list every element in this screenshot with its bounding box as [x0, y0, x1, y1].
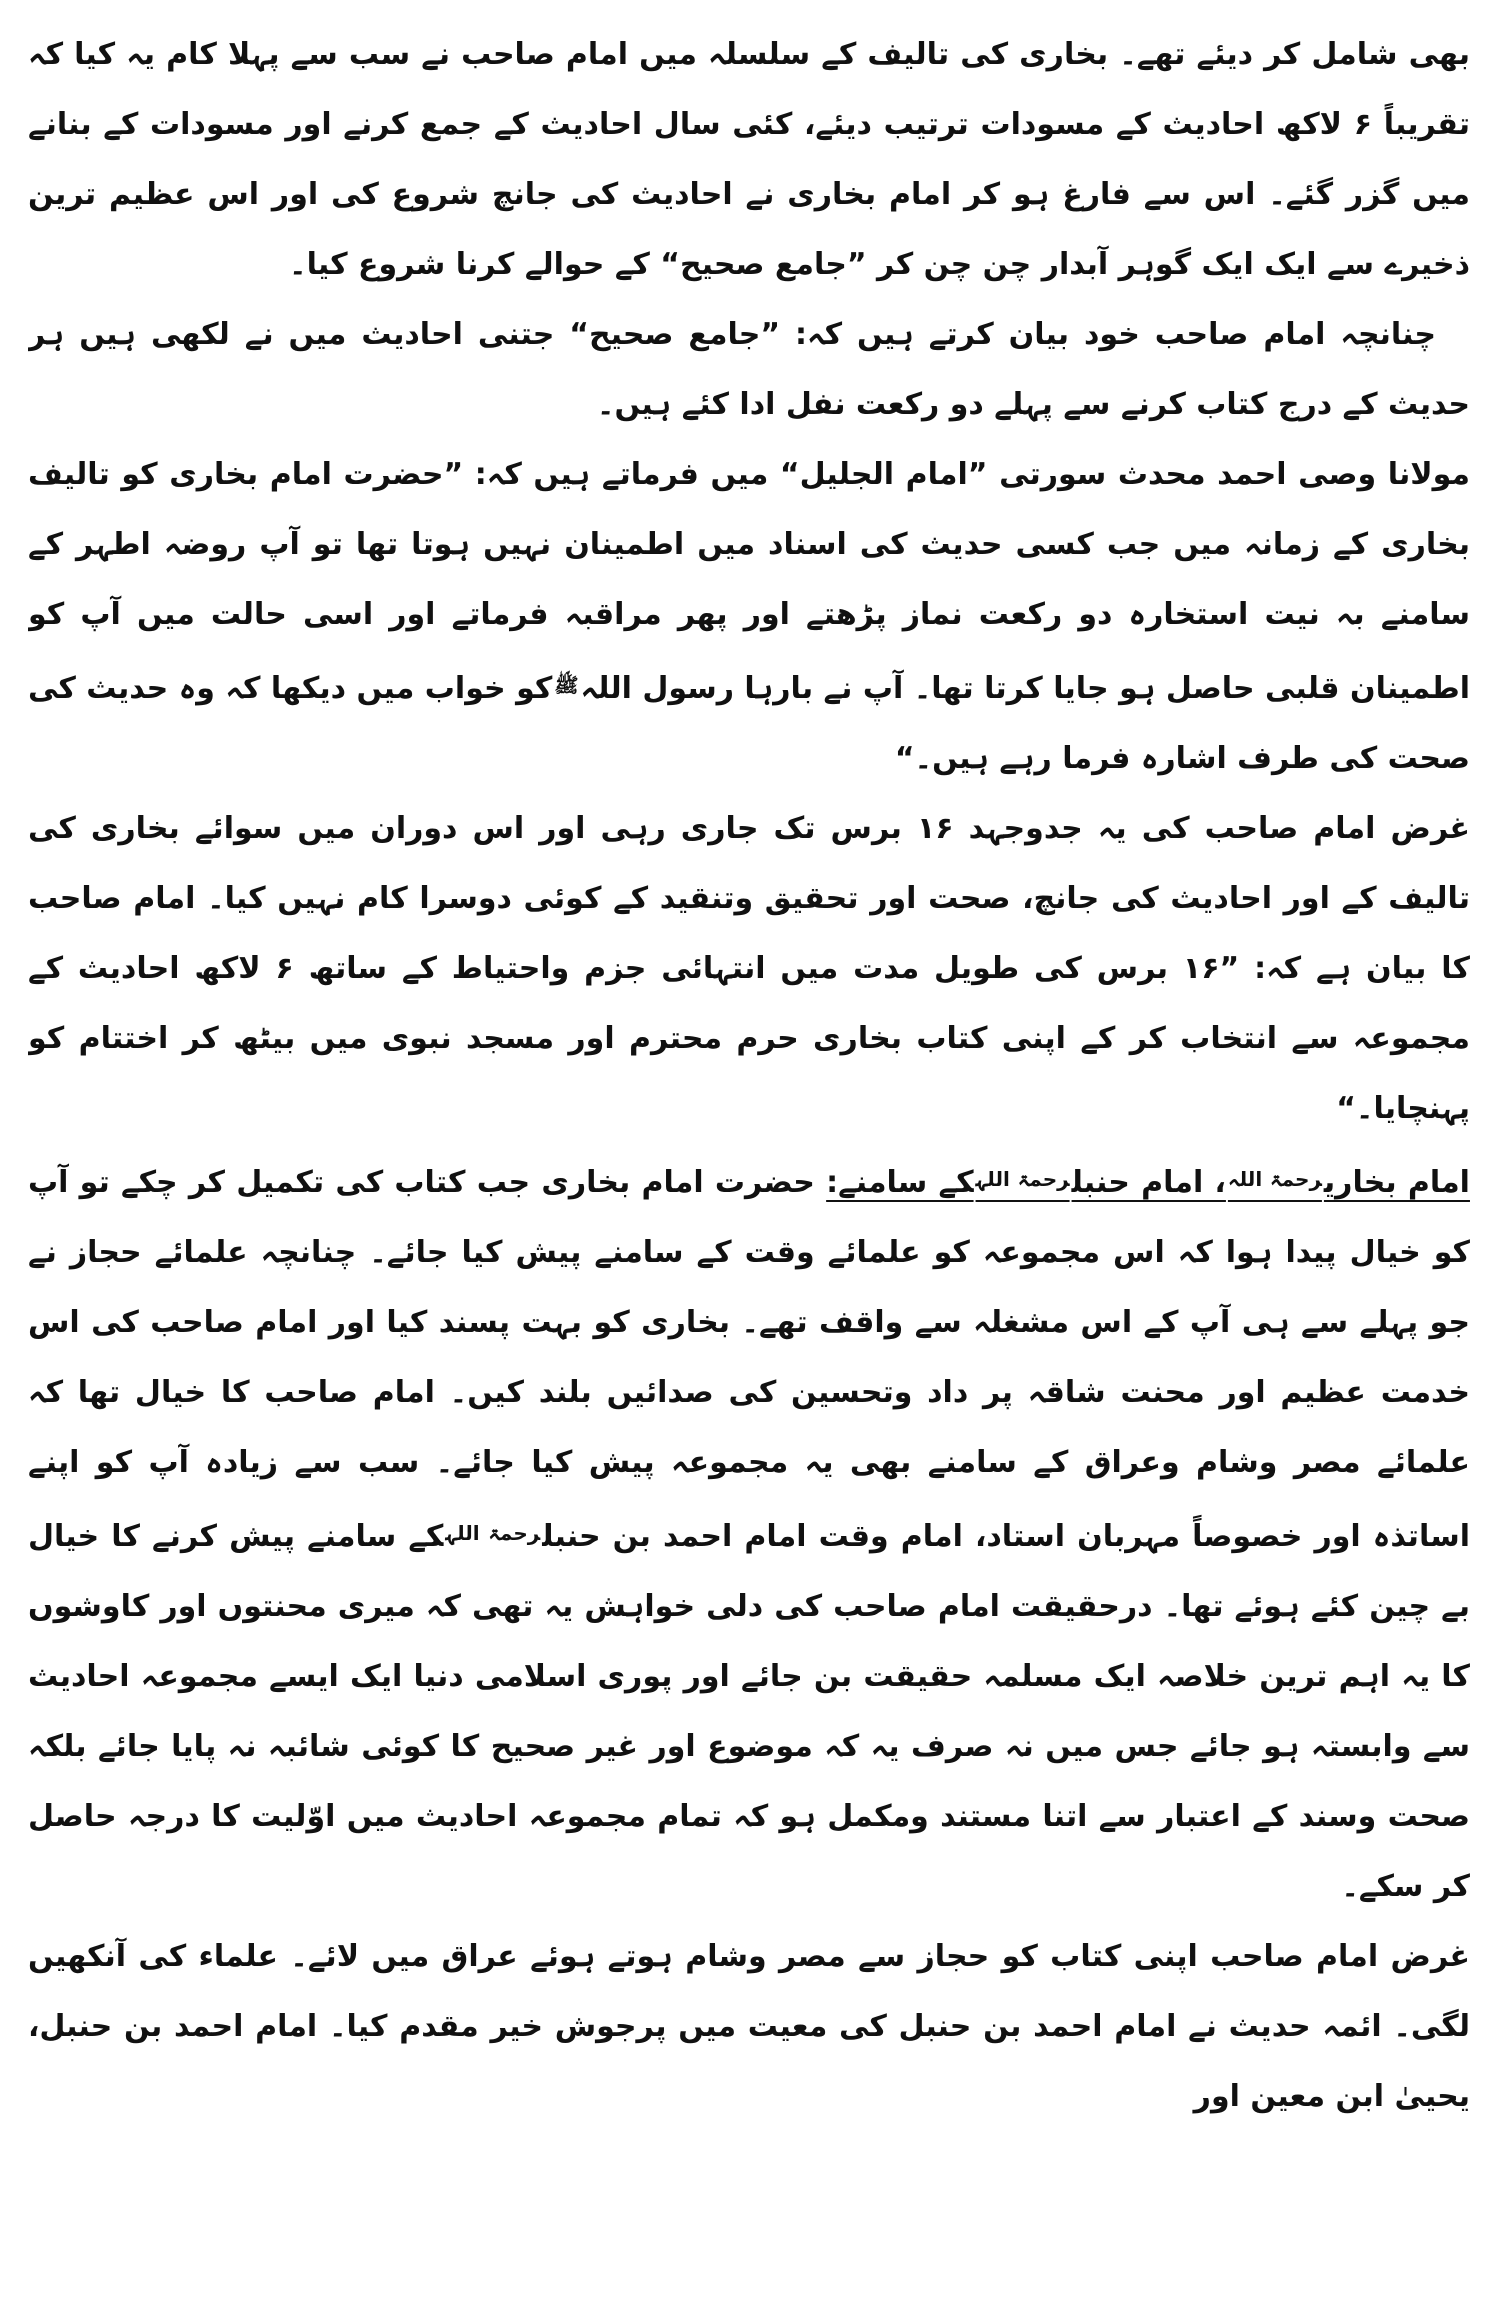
- paragraph-compilation: بھی شامل کر دیئے تھے۔ بخاری کی تالیف کے سلسلہ میں امام صاحب نے سب سے پہلا کام یہ کیا کہ تقریباً ۶ لاکھ احادیث کے مسودات ترتیب دیئے، کئی سال احادیث کے جمع کرنے اور مسودات کے بنانے میں گزر گئے۔ اس سے فارغ ہو کر امام بخاری نے احادیث کی جانچ شروع کی اور اس عظیم ترین ذخیرے سے ایک ایک گوہر آبدار چن چن کر ”جامع صحیح“ کے حوالے کرنا شروع کیا۔: [28, 37, 1470, 282]
- document-body: [28, 20, 1470, 2132]
- honorific-ra-ahmad: رحمۃ اللہ: [445, 1521, 541, 1545]
- paragraph-journey-iraq: غرض امام صاحب اپنی کتاب کو حجاز سے مصر وشام ہوتے ہوئے عراق میں لائے۔ علماء کی آنکھیں لگی۔ ائمہ حدیث نے امام احمد بن حنبل کی معیت میں پرجوش خیر مقدم کیا۔ امام احمد بن حنبل، یحییٰ ابن معین اور: [28, 1939, 1470, 2114]
- section-heading-part2: ، امام حنبل: [1071, 1165, 1226, 1200]
- paragraph-imam-al-jalil-text: مولانا وصی احمد محدث سورتی ”امام الجلیل“ میں فرماتے ہیں کہ: ”حضرت امام بخاری کو تالیف بخاری کے زمانہ میں جب کسی حدیث کی اسناد میں اطمینان نہیں ہوتا تھا تو آپ روضہ اطہر کے سامنے بہ نیت استخارہ دو رکعت نماز پڑھتے اور پھر مراقبہ فرماتے اور اسی حالت میں آپ کو اطمینان قلبی حاصل ہو جایا کرتا تھا۔ آپ نے بارہا رسول اللہ: [28, 457, 1470, 706]
- section-heading-part3: کے سامنے:: [826, 1165, 974, 1200]
- honorific-ra-hanbal: رحمۃ اللہ: [975, 1167, 1070, 1191]
- section-heading: [826, 1165, 1470, 1200]
- paragraph-sixteen-years: غرض امام صاحب کی یہ جدوجہد ۱۶ برس تک جاری رہی اور اس دوران میں سوائے بخاری کی تالیف کے اور احادیث کی جانچ، صحت اور تحقیق وتنقید کے کوئی دوسرا کام نہیں کیا۔ امام صاحب کا بیان ہے کہ: ”۱۶ برس کی طویل مدت میں انتہائی جزم واحتیاط کے ساتھ ۶ لاکھ احادیث کے مجموعہ سے انتخاب کر کے اپنی کتاب بخاری حرم محترم اور مسجد نبوی میں بیٹھ کر اختتام کو پہنچایا۔“: [28, 811, 1470, 1126]
- paragraph-imam-al-jalil: [28, 440, 1470, 794]
- paragraph-hijaz-text-end: کے سامنے پیش کرنے کا خیال بے چین کئے ہوئے تھا۔ درحقیقت امام صاحب کی دلی خواہش یہ تھی کہ میری محنتوں اور کاوشوں کا یہ اہم ترین خلاصہ ایک مسلمہ حقیقت بن جائے اور پوری اسلامی دنیا ایک ایسے مجموعہ احادیث سے وابستہ ہو جائے جس میں نہ صرف یہ کہ موضوع اور غیر صحیح کا کوئی شائبہ نہ پایا جائے بلکہ صحت وسند کے اعتبار سے اتنا مستند ومکمل ہو کہ تمام مجموعہ احادیث میں اوّلیت کا درجہ حاصل کر سکے۔: [28, 1519, 1470, 1904]
- paragraph-before-imam-hanbal: [28, 1144, 1470, 1922]
- honorific-pbuh: ﷺ: [554, 673, 579, 697]
- document-page: [28, 20, 1470, 2282]
- paragraph-two-rakat: چنانچہ امام صاحب خود بیان کرتے ہیں کہ: ”جامع صحیح“ جتنی احادیث میں نے لکھی ہیں ہر حدیث کے درج کتاب کرنے سے پہلے دو رکعت نفل ادا کئے ہیں۔: [28, 317, 1470, 422]
- honorific-ra-bukhari: رحمۃ اللہ: [1227, 1167, 1322, 1191]
- paragraph-imam-al-jalil-text-end: کو خواب میں دیکھا کہ وہ حدیث کی صحت کی طرف اشارہ فرما رہے ہیں۔“: [28, 671, 1470, 776]
- section-heading-part1: امام بخاری: [1323, 1165, 1470, 1200]
- paragraph-hijaz-text: حضرت امام بخاری جب کتاب کی تکمیل کر چکے تو آپ کو خیال پیدا ہوا کہ اس مجموعہ کو علمائے وقت کے سامنے پیش کیا جائے۔ چنانچہ علمائے حجاز نے جو پہلے سے ہی آپ کے اس مشغلہ سے واقف تھے۔ بخاری کو بہت پسند کیا اور امام صاحب کی اس خدمت عظیم اور محنت شاقہ پر داد وتحسین کی صدائیں بلند کیں۔ امام صاحب کا خیال تھا کہ علمائے مصر وشام وعراق کے سامنے بھی یہ مجموعہ پیش کیا جائے۔ سب سے زیادہ آپ کو اپنے اساتذہ اور خصوصاً مہربان استاد، امام وقت امام احمد بن حنبل: [28, 1165, 1470, 1554]
